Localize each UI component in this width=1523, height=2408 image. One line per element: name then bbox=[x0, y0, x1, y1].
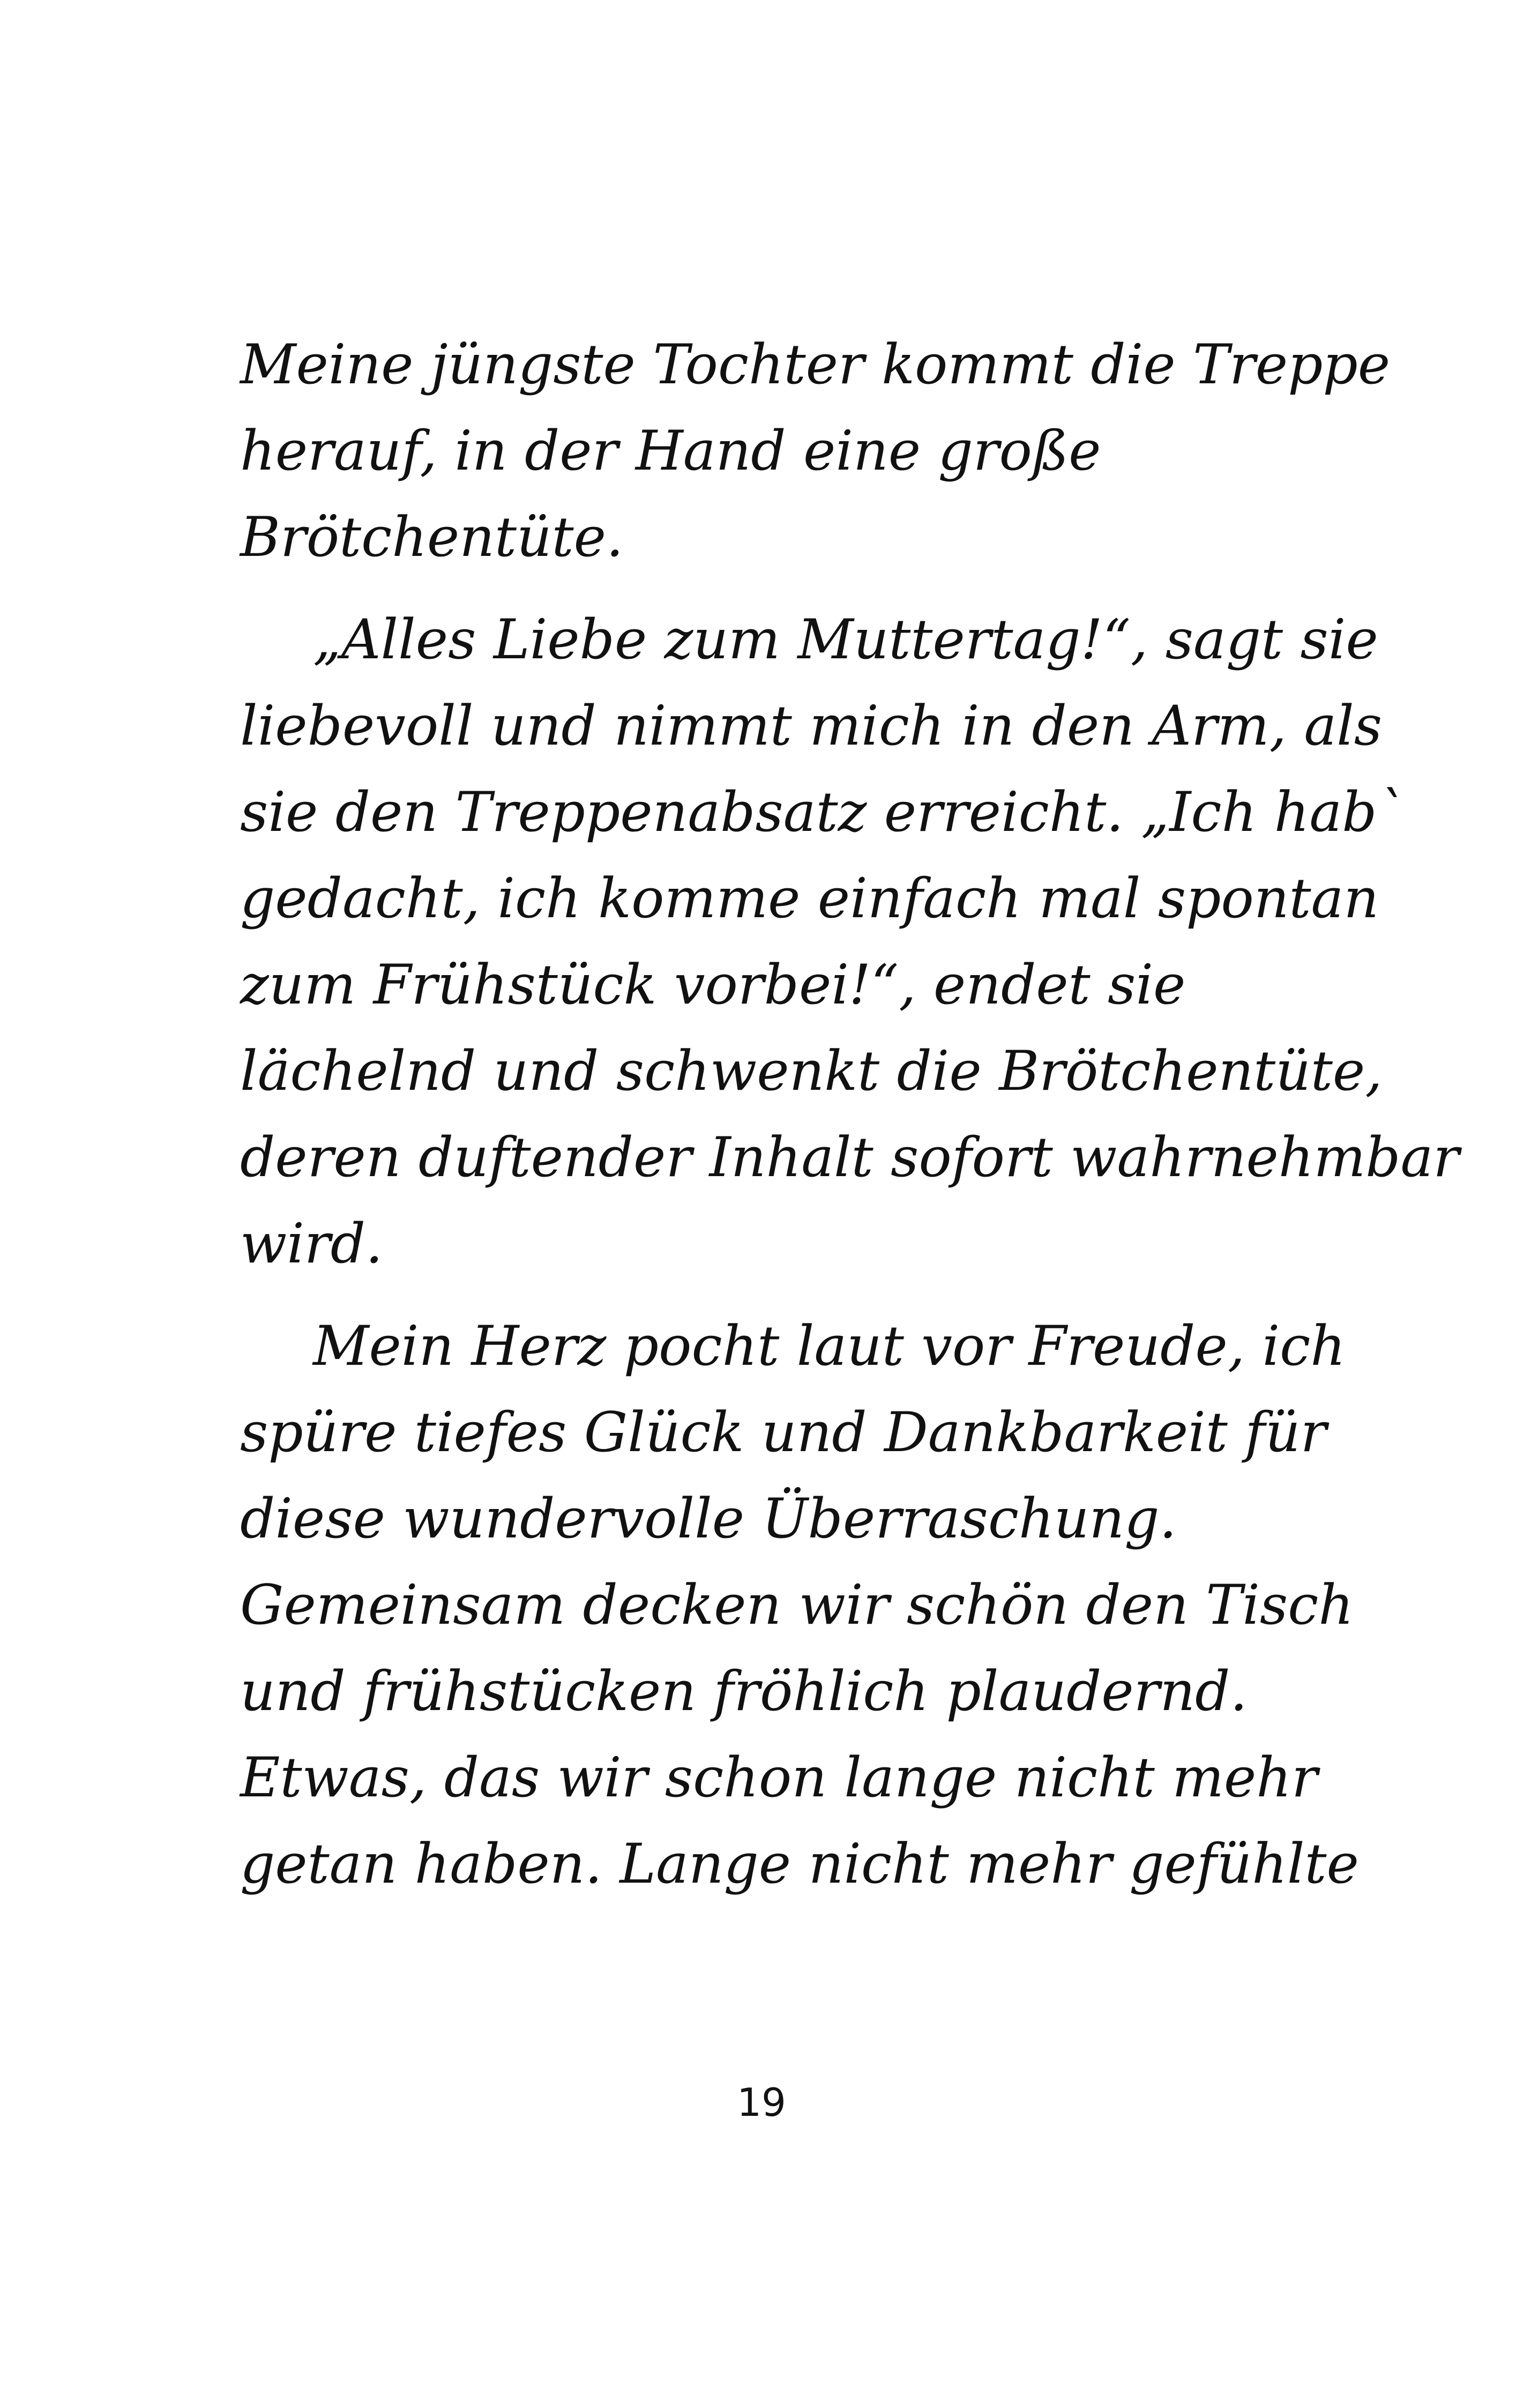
text-line: zum Frühstück vorbei!“, endet sie bbox=[240, 953, 1186, 1017]
text-line: spüre tiefes Glück und Dankbarkeit für bbox=[240, 1401, 1327, 1465]
text-line: „Alles Liebe zum Muttertag!“, sagt sie bbox=[313, 608, 1378, 672]
text-line: Meine jüngste Tochter kommt die Treppe bbox=[240, 333, 1391, 397]
page-number: 19 bbox=[737, 2080, 786, 2125]
text-line: Brötchentüte. bbox=[240, 506, 624, 569]
text-line: und frühstücken fröhlich plaudernd. bbox=[240, 1660, 1248, 1723]
text-line: Gemeinsam decken wir schön den Tisch bbox=[240, 1573, 1354, 1637]
text-line: sie den Treppenabsatz erreicht. „Ich hab` bbox=[240, 781, 1405, 844]
text-line: lächelnd und schwenkt die Brötchentüte, bbox=[240, 1039, 1383, 1103]
text-line: liebevoll und nimmt mich in den Arm, als bbox=[240, 694, 1383, 758]
text-line: herauf, in der Hand eine große bbox=[240, 419, 1101, 483]
text-line: deren duftender Inhalt sofort wahrnehmbar bbox=[240, 1126, 1460, 1190]
text-line: Mein Herz pocht laut vor Freude, ich bbox=[313, 1314, 1346, 1378]
body-text bbox=[240, 322, 1460, 1907]
text-line: Etwas, das wir schon lange nicht mehr bbox=[240, 1746, 1318, 1810]
text-line: gedacht, ich komme einfach mal spontan bbox=[240, 867, 1379, 931]
text-line: wird. bbox=[240, 1212, 383, 1276]
text-line: getan haben. Lange nicht mehr gefühlte bbox=[240, 1832, 1359, 1896]
text-line: diese wundervolle Überraschung. bbox=[240, 1487, 1177, 1551]
